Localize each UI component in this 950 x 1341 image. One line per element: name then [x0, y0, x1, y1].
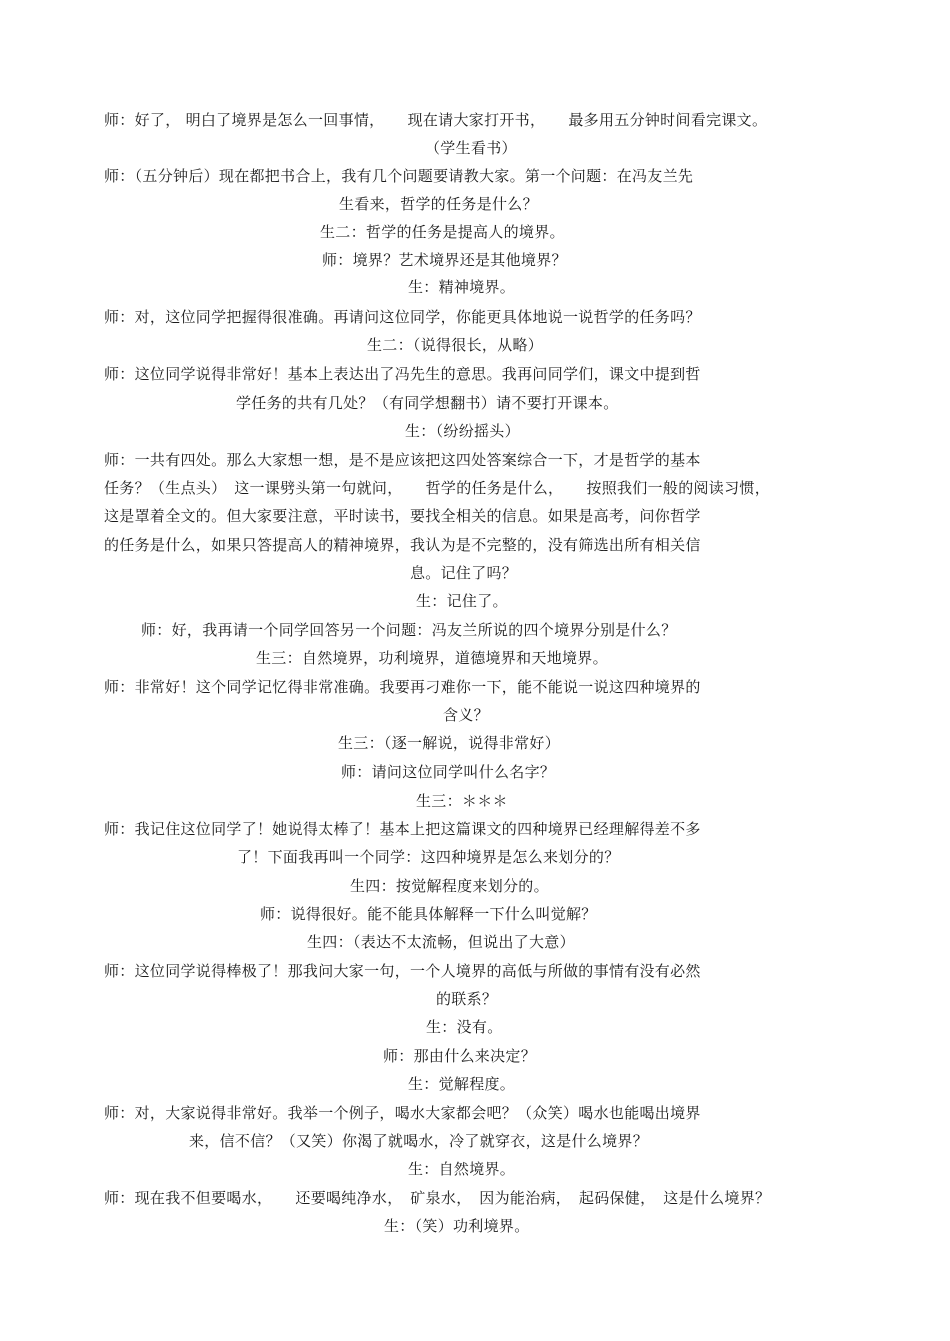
text-line-12: 生：（纷纷摇头） — [405, 422, 520, 440]
text-line-28: 生四：按觉解程度来划分的。 — [350, 877, 549, 895]
text-line-19: 师：好，我再请一个同学回答另一个问题：冯友兰所说的四个境界分别是什么？ — [141, 621, 677, 639]
text-line-40: 生：（笑）功利境界。 — [384, 1217, 530, 1235]
text-line-8: 师：对，这位同学把握得很准确。再请问这位同学，你能更具体地说一说哲学的任务吗？ — [104, 308, 701, 326]
text-line-24: 师：请问这位同学叫什么名字？ — [341, 763, 556, 781]
text-line-1: 师：好了， 明白了境界是怎么一回事情， 现在请大家打开书， 最多用五分钟时间看完课文。 — [104, 111, 768, 129]
text-line-36: 师：对，大家说得非常好。我举一个例子，喝水大家都会吧？（众笑）喝水也能喝出境界 — [104, 1104, 701, 1122]
text-line-3: 师：（五分钟后）现在都把书合上，我有几个问题要请教大家。第一个问题：在冯友兰先 — [104, 167, 694, 185]
text-line-6: 师：境界？艺术境界还是其他境界？ — [322, 251, 567, 269]
text-line-13: 师：一共有四处。那么大家想一想，是不是应该把这四处答案综合一下，才是哲学的基本 — [104, 451, 701, 469]
text-line-27: 了！下面我再叫一个同学：这四种境界是怎么来划分的？ — [237, 848, 620, 866]
text-line-22: 含义？ — [443, 706, 489, 724]
text-line-29: 师：说得很好。能不能具体解释一下什么叫觉解？ — [260, 905, 597, 923]
text-line-11: 学任务的共有几处？（有同学想翻书）请不要打开课本。 — [236, 394, 619, 412]
text-line-34: 师：那由什么来决定？ — [383, 1047, 537, 1065]
text-line-18: 生：记住了。 — [416, 592, 508, 610]
text-line-39: 师：现在我不但要喝水， 还要喝纯净水， 矿泉水， 因为能治病， 起码保健， 这是什么境界？ — [104, 1189, 771, 1207]
text-line-25: 生三：＊＊＊ — [416, 792, 508, 810]
text-line-15: 这是罩着全文的。但大家要注意，平时读书，要找全相关的信息。如果是高考，问你哲学 — [104, 507, 701, 525]
text-line-20: 生三：自然境界，功利境界，道德境界和天地境界。 — [256, 649, 608, 667]
text-line-16: 的任务是什么，如果只答提高人的精神境界，我认为是不完整的，没有筛选出所有相关信 — [104, 536, 701, 554]
text-line-2: （学生看书） — [425, 139, 517, 157]
text-line-10: 师：这位同学说得非常好！基本上表达出了冯先生的意思。我再问同学们，课文中提到哲 — [104, 365, 701, 383]
text-line-4: 生看来，哲学的任务是什么？ — [339, 195, 538, 213]
text-line-23: 生三：（逐一解说，说得非常好） — [338, 734, 561, 752]
text-line-32: 的联系？ — [436, 990, 498, 1008]
text-line-38: 生：自然境界。 — [408, 1160, 516, 1178]
text-line-26: 师：我记住这位同学了！她说得太棒了！基本上把这篇课文的四种境界已经理解得差不多 — [104, 820, 701, 838]
text-line-21: 师：非常好！这个同学记忆得非常准确。我要再刁难你一下，能不能说一说这四种境界的 — [104, 678, 701, 696]
text-line-5: 生二：哲学的任务是提高人的境界。 — [320, 223, 565, 241]
text-line-7: 生：精神境界。 — [408, 278, 516, 296]
text-line-33: 生：没有。 — [426, 1018, 503, 1036]
text-line-17: 息。记住了吗？ — [410, 564, 518, 582]
text-line-9: 生二：（说得很长，从略） — [367, 336, 544, 354]
text-line-31: 师：这位同学说得棒极了！那我问大家一句，一个人境界的高低与所做的事情有没有必然 — [104, 962, 701, 980]
text-line-35: 生：觉解程度。 — [408, 1075, 516, 1093]
text-line-37: 来，信不信？（又笑）你渴了就喝水，冷了就穿衣，这是什么境界？ — [189, 1132, 649, 1150]
text-line-14: 任务？（生点头） 这一课劈头第一句就问， 哲学的任务是什么， 按照我们一般的阅读习惯， — [104, 479, 771, 497]
text-line-30: 生四：（表达不太流畅，但说出了大意） — [307, 933, 575, 951]
